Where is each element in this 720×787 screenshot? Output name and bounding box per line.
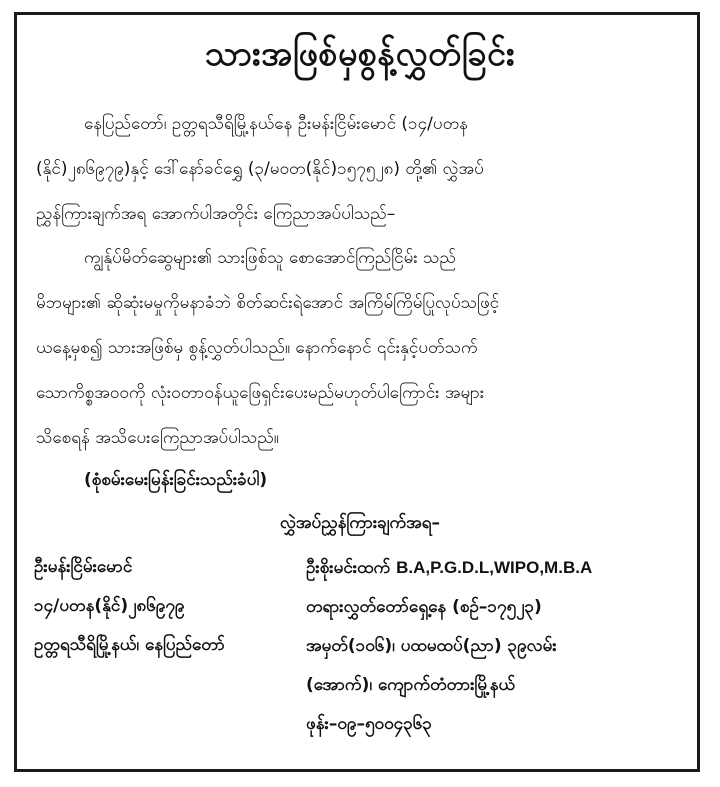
body-paragraph (36, 236, 684, 461)
lawyer-address: (အောက်)၊ ကျောက်တံတားမြို့နယ် (306, 675, 516, 695)
instruction-heading: လွှဲအပ်ညွှန်ကြားချက်အရ– (279, 513, 441, 533)
paragraph-line: မိဘများ၏ ဆိုဆုံးမမှုကိုမနာခံဘဲ စိတ်ဆင်းရဲအောင် အကြိမ်ကြိမ်ပြုလုပ်သဖြင့် (36, 293, 500, 313)
lawyer-name: ဦးစိုးမင်းထက် (306, 558, 391, 578)
paragraph-line: ယနေ့မှစ၍ သားအဖြစ်မှ စွန့်လွှတ်ပါသည်။ နောက်နောင် ၎င်းနှင့်ပတ်သက် (36, 338, 478, 358)
inquiry-note: (စုံစမ်းမေးမြန်းခြင်းသည်းခံပါ) (84, 470, 268, 490)
paragraph-line: သောကိစ္စအဝဝကို လုံးဝတာဝန်ယူဖြေရှင်းပေးမည်မဟုတ်ပါကြောင်း အများ (36, 383, 485, 403)
client-address: ဥတ္တရသီရိမြို့နယ်၊ နေပြည်တော် (34, 635, 225, 655)
notice-title: သားအဖြစ်မှစွန့်လွှတ်ခြင်း (205, 34, 515, 74)
paragraph-line: ညွှန်ကြားချက်အရ အောက်ပါအတိုင်း ကြေညာအပ်ပါသည်– (36, 204, 396, 224)
paragraph-line: နေပြည်တော်၊ ဥတ္တရသီရိမြို့နယ်နေ ဦးမန်းငြိမ်းမောင် (၁၄/ပတန (84, 114, 468, 134)
lawyer-phone: ဖုန်း–၀၉–၅၀၀၄၃၆၃ (306, 714, 432, 734)
client-id: ၁၄/ပတန(နိုင်)၂၈၆၉၇၉ (34, 596, 185, 616)
intro-paragraph (36, 102, 684, 237)
lawyer-degrees: B.A,P.G.D.L,WIPO,M.B.A (396, 558, 593, 577)
client-name: ဦးမန်းငြိမ်းမောင် (34, 557, 133, 577)
paragraph-line: သိစေရန် အသိပေးကြေညာအပ်ပါသည်။ (36, 428, 279, 448)
lawyer-license: တရားလွှတ်တော်ရှေ့နေ (စဉ်–၁၇၅၂၃) (306, 597, 542, 617)
lawyer-address: အမှတ်(၁၀၆)၊ ပထမထပ်(ညာ) ၃၉လမ်း (306, 636, 557, 656)
client-info (34, 548, 294, 665)
paragraph-line: ကျွန်ုပ်မိတ်ဆွေများ၏ သားဖြစ်သူ စောအောင်ကြည်ငြိမ်း သည် (84, 248, 456, 268)
lawyer-info (306, 548, 696, 744)
lawyer-name-line (306, 548, 696, 588)
paragraph-line: (နိုင်)၂၈၆၉၇၉)နှင့် ဒေါ်နော်ခင်ရွှေ (၃/မဝတ(နိုင်)၁၅၇၅၂၈) တို့၏ လွှဲအပ် (36, 159, 484, 179)
